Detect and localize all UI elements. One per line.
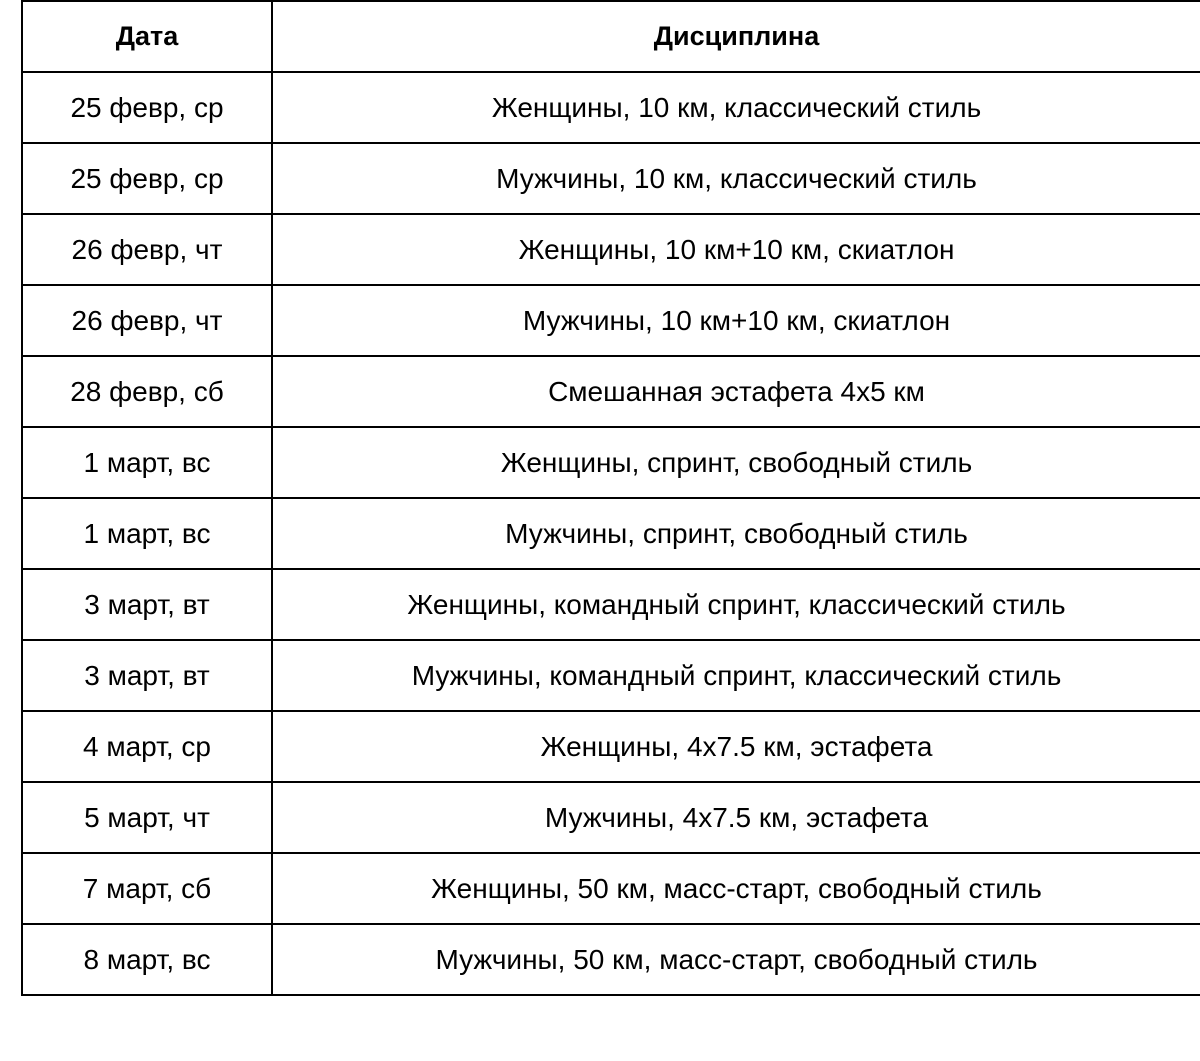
table-body	[22, 72, 1200, 995]
table-row	[22, 356, 1200, 427]
header-row	[22, 1, 1200, 72]
discipline-cell: Женщины, 4х7.5 км, эстафета	[272, 711, 1200, 782]
discipline-cell: Мужчины, командный спринт, классический стиль	[272, 640, 1200, 711]
table-header	[22, 1, 1200, 72]
table-row	[22, 214, 1200, 285]
table-row	[22, 640, 1200, 711]
table-row	[22, 285, 1200, 356]
date-cell: 25 февр, ср	[22, 143, 272, 214]
date-cell: 5 март, чт	[22, 782, 272, 853]
date-cell: 3 март, вт	[22, 640, 272, 711]
header-date: Дата	[22, 1, 272, 72]
schedule-table	[21, 0, 1200, 996]
date-cell: 25 февр, ср	[22, 72, 272, 143]
discipline-cell: Женщины, спринт, свободный стиль	[272, 427, 1200, 498]
discipline-cell: Смешанная эстафета 4х5 км	[272, 356, 1200, 427]
discipline-cell: Мужчины, 10 км+10 км, скиатлон	[272, 285, 1200, 356]
date-cell: 28 февр, сб	[22, 356, 272, 427]
date-cell: 1 март, вс	[22, 427, 272, 498]
table-row	[22, 782, 1200, 853]
header-discipline: Дисциплина	[272, 1, 1200, 72]
discipline-cell: Мужчины, 50 км, масс-старт, свободный стиль	[272, 924, 1200, 995]
date-cell: 7 март, сб	[22, 853, 272, 924]
table-row	[22, 569, 1200, 640]
date-cell: 4 март, ср	[22, 711, 272, 782]
discipline-cell: Женщины, командный спринт, классический стиль	[272, 569, 1200, 640]
discipline-cell: Женщины, 10 км+10 км, скиатлон	[272, 214, 1200, 285]
date-cell: 8 март, вс	[22, 924, 272, 995]
table-row	[22, 853, 1200, 924]
table-row	[22, 72, 1200, 143]
discipline-cell: Женщины, 50 км, масс-старт, свободный стиль	[272, 853, 1200, 924]
discipline-cell: Мужчины, спринт, свободный стиль	[272, 498, 1200, 569]
discipline-cell: Женщины, 10 км, классический стиль	[272, 72, 1200, 143]
table-row	[22, 711, 1200, 782]
table-row	[22, 427, 1200, 498]
table-row	[22, 924, 1200, 995]
discipline-cell: Мужчины, 4х7.5 км, эстафета	[272, 782, 1200, 853]
table-row	[22, 143, 1200, 214]
table-row	[22, 498, 1200, 569]
date-cell: 1 март, вс	[22, 498, 272, 569]
date-cell: 26 февр, чт	[22, 214, 272, 285]
discipline-cell: Мужчины, 10 км, классический стиль	[272, 143, 1200, 214]
date-cell: 26 февр, чт	[22, 285, 272, 356]
date-cell: 3 март, вт	[22, 569, 272, 640]
